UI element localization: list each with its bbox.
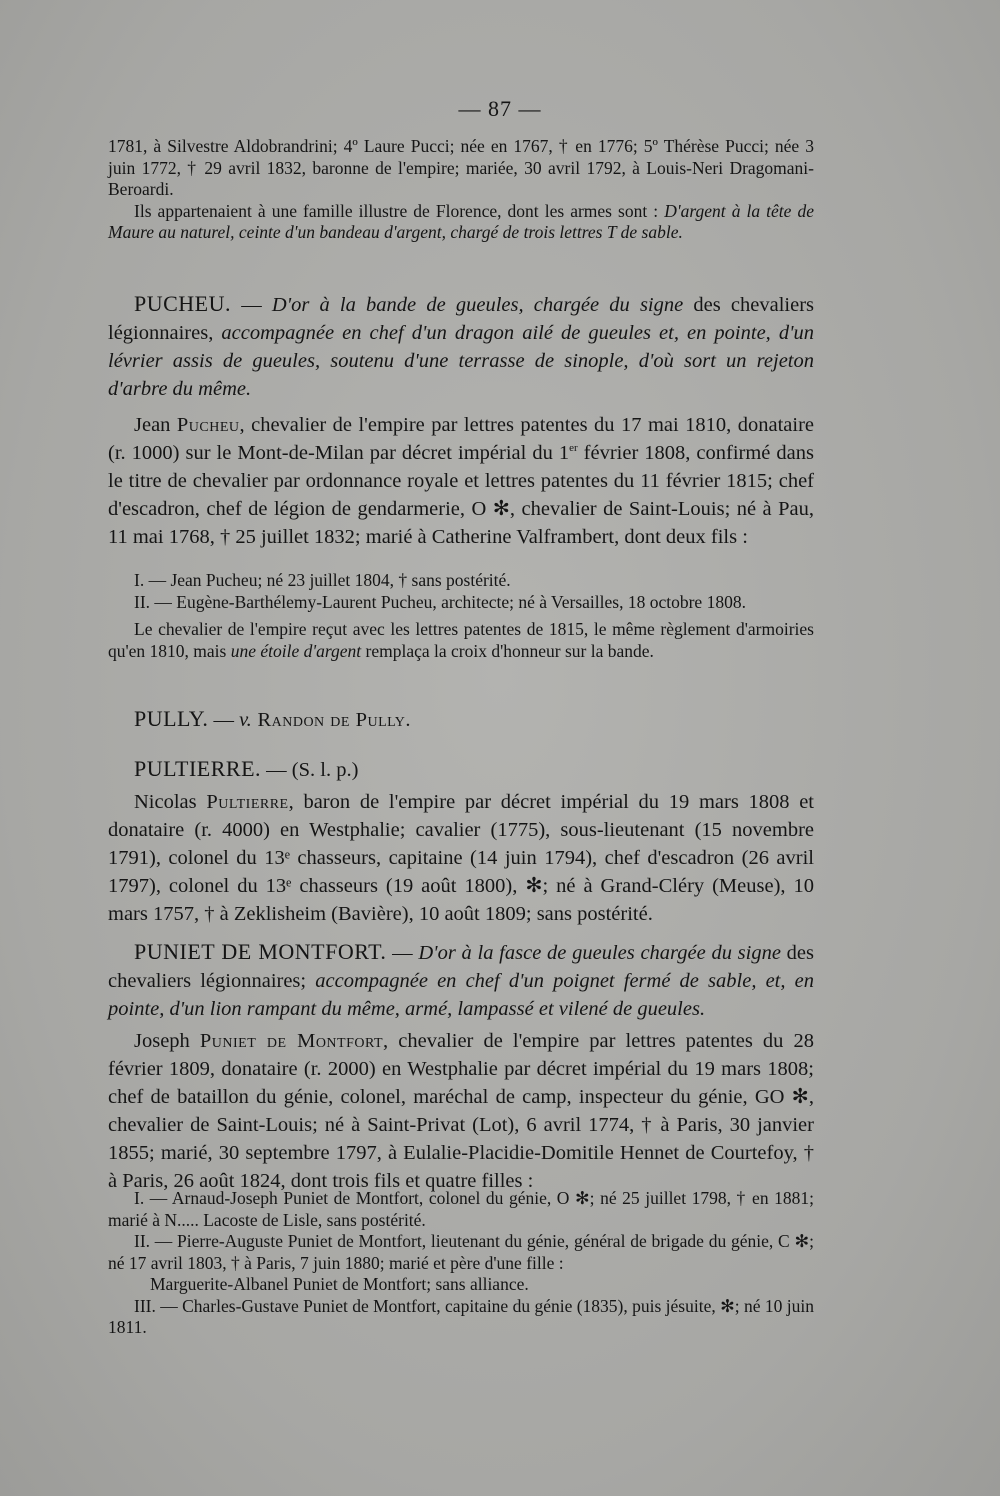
biography-text: , baron de l'empire par décret impérial du 19 mars 1808 et donataire (r. 4000) en Westphalie; cavalier (1775), sous-lieutenant (15 novembre 1791), colonel du 13ᵉ chasseurs, capitaine (14 juin 1794), chef d'escadron (26 avril 1797), colonel du 13ᵉ chasseurs (19 août 1800), ✻; né à Grand-Cléry (Meuse), 10 mars 1757, † à Zeklisheim (Bavière), 10 août 1809; sans postérité. [108, 791, 814, 925]
entry-dash: — [261, 759, 292, 781]
blazon-part: accompagnée en chef d'un poignet fermé de sable, et, en pointe, d'un lion rampant du même, armé, lampassé et vilené de gueules. [108, 970, 814, 1020]
entry-name: PULLY. [134, 706, 209, 731]
child-entry: II. — Pierre-Auguste Puniet de Montfort, lieutenant du génie, général de brigade du génie, C ✻; né 17 avril 1803, † à Paris, 7 juin 1880; marié et père d'une fille : [108, 1231, 814, 1273]
arms-intro-text: Ils appartenaient à une famille illustre de Florence, dont les armes sont : [134, 200, 659, 221]
page-number: — 87 — [458, 96, 542, 121]
blazon-text: des chevaliers légionnaires, [108, 294, 815, 344]
note-text: remplaça la croix d'honneur sur la bande. [361, 640, 654, 661]
blazon-part: D'or à la bande de gueules, chargée du signe [271, 294, 684, 316]
entry-pully [108, 705, 814, 734]
blazon-part: accompagnée en chef d'un dragon ailé de gueules et, en pointe, d'un lévrier assis de gueules, soutenu d'une terrasse de sinople, d'où sort un rejeton d'arbre du même. [108, 322, 814, 400]
entry-name: PUNIET DE MONTFORT. [134, 939, 387, 964]
person-surname: Pultierre [206, 791, 289, 813]
biography-text: février 1808, confirmé dans le titre de chevalier par ordonnance royale et lettres patentes du 11 février 1815; chef d'escadron, chef de légion de gendarmerie, O ✻, chevalier de Saint-Louis; né à Pau, 11 mai 1768, † 25 juillet 1832; marié à Catherine Valframbert, dont deux fils : [108, 442, 814, 548]
entry-name: PULTIERRE. [134, 756, 262, 781]
biography-paragraph [108, 788, 814, 928]
cross-reference: Randon de Pully. [251, 709, 412, 731]
arms-paragraph [108, 201, 814, 244]
blazon-part: D'or à la fasce de gueules chargée du signe [418, 942, 781, 964]
intro-section [108, 136, 814, 244]
entry-note: (S. l. p.) [291, 759, 359, 781]
entry-heading-paragraph [108, 938, 814, 1023]
child-entry: I. — Jean Pucheu; né 23 juillet 1804, † sans postérité. [134, 570, 511, 590]
intro-paragraph: 1781, à Silvestre Aldobrandrini; 4º Laure Pucci; née en 1767, † en 1776; 5º Thérèse Pucci; née 3 juin 1772, † 29 avril 1832, baronne de l'empire; mariée, 30 avril 1792, à Louis-Neri Dragomani-Beroardi. [108, 136, 814, 199]
superscript: er [569, 442, 578, 455]
biography-text: , chevalier de l'empire par lettres patentes du 17 mai 1810, donataire (r. 1000) sur le Mont-de-Milan par décret impérial du 1 [108, 414, 814, 464]
blazon-text: des chevaliers légionnaires; [108, 942, 815, 992]
entry-heading-paragraph [108, 755, 814, 784]
entry-heading-paragraph [108, 290, 814, 403]
child-entry: III. — Charles-Gustave Puniet de Montfort, capitaine du génie (1835), puis jésuite, ✻; né 10 juin 1811. [108, 1295, 814, 1337]
biography-paragraph [108, 1027, 814, 1195]
grandchild-entry: Marguerite-Albanel Puniet de Montfort; sans alliance. [150, 1274, 529, 1294]
pucheu-children [108, 570, 814, 662]
entry-puniet-de-montfort [108, 938, 814, 1195]
entry-dash: — [208, 709, 240, 731]
note-italic: une étoile d'argent [230, 640, 362, 661]
entry-dash: — [231, 294, 272, 316]
entry-name: PUCHEU. [134, 291, 232, 316]
biography-paragraph [108, 411, 814, 551]
entry-dash: — [386, 942, 419, 964]
entry-pultierre [108, 755, 814, 928]
biography-text: , chevalier de l'empire par lettres patentes du 28 février 1809, donataire (r. 2000) en Westphalie par décret impérial du 19 mars 1808; chef de bataillon du génie, colonel, maréchal de camp, inspecteur du génie, GO ✻, chevalier de Saint-Louis; né à Saint-Privat (Lot), 6 avril 1774, † à Paris, 30 janvier 1855; marié, 30 septembre 1797, à Eulalie-Placidie-Domitile Hennet de Courtefoy, † à Paris, 26 août 1824, dont trois fils et quatre filles : [108, 1030, 814, 1192]
cross-reference-marker: v. [239, 709, 252, 731]
person-surname: Pucheu [176, 414, 240, 436]
note-text: Le chevalier de l'empire reçut avec les lettres patentes de 1815, le même règlement d'armoiries qu'en 1810, mais [108, 619, 814, 661]
entry-pucheu [108, 290, 814, 551]
person-first-name: Nicolas [134, 791, 207, 813]
puniet-children [108, 1188, 814, 1339]
person-surname: Puniet de Montfort [199, 1030, 384, 1052]
person-first-name: Jean [134, 414, 177, 436]
child-entry: I. — Arnaud-Joseph Puniet de Montfort, colonel du génie, O ✻; né 25 juillet 1798, † en 1881; marié à N..... Lacoste de Lisle, sans postérité. [108, 1188, 814, 1230]
arms-blazon: D'argent à la tête de Maure au naturel, ceinte d'un bandeau d'argent, chargé de trois lettres T de sable. [108, 200, 815, 242]
child-entry: II. — Eugène-Barthélemy-Laurent Pucheu, architecte; né à Versailles, 18 octobre 1808. [134, 591, 746, 612]
person-first-name: Joseph [134, 1030, 200, 1052]
armorial-note [108, 619, 814, 662]
